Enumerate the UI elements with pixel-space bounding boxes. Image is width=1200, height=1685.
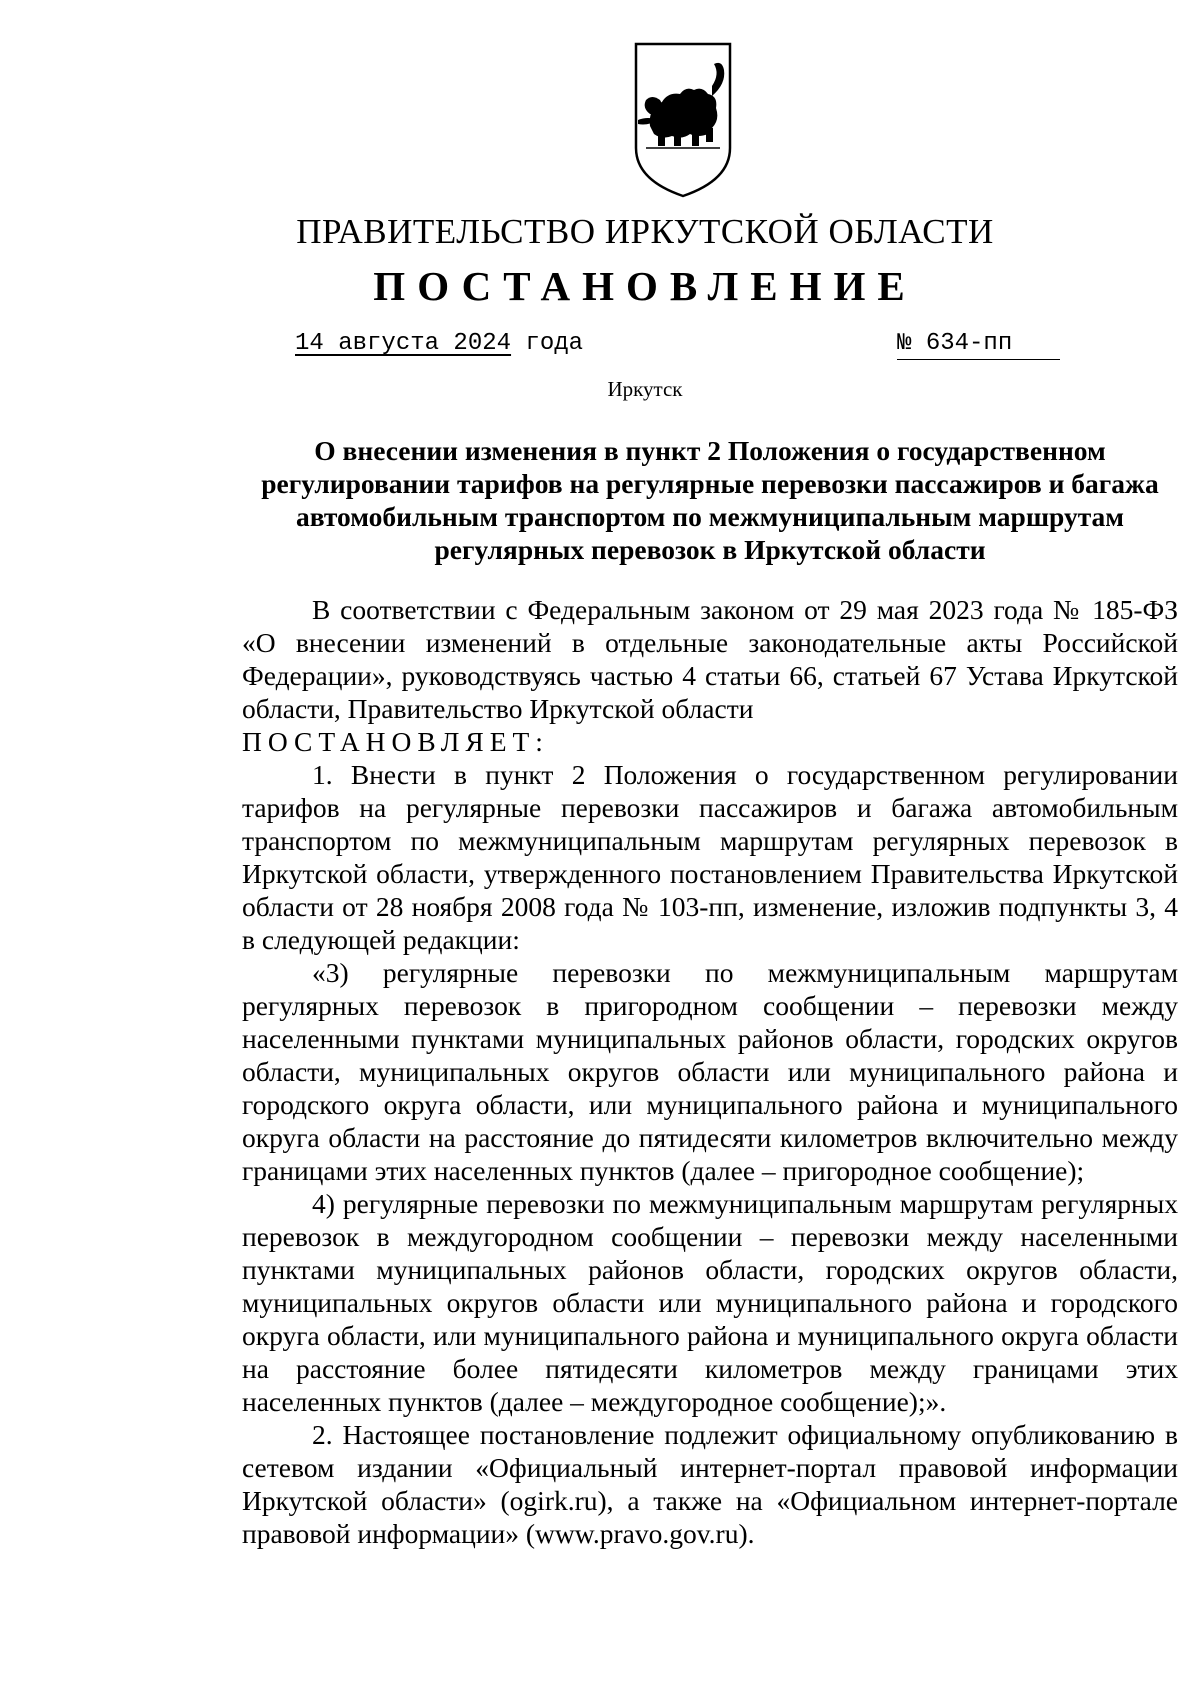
- item-1: 1. Внести в пункт 2 Положения о государственном регулировании тарифов на регулярные перевозки пассажиров и багажа автомобильным транспортом по межмуниципальным маршрутам регулярных перевозок в Иркутской области, утвержденного постановлением Правительства Иркутской области от 28 ноября 2008 года № 103-пп, изменение, изложив подпункты 3, 4 в следующей редакции:: [242, 759, 1178, 955]
- document-date: [295, 330, 583, 357]
- date-value: 14 августа 2024: [295, 330, 512, 357]
- decree-word: ПОСТАНОВЛЯЕТ:: [242, 726, 549, 757]
- document-type: ПОСТАНОВЛЕНИЕ: [373, 263, 917, 309]
- government-title: ПРАВИТЕЛЬСТВО ИРКУТСКОЙ ОБЛАСТИ: [296, 212, 994, 251]
- city: Иркутск: [607, 377, 683, 401]
- coat-of-arms-emblem: [628, 30, 738, 200]
- subitem-4: 4) регулярные перевозки по межмуниципальным маршрутам регулярных перевозок в междугородном сообщении – перевозки между населенными пунктами муниципальных районов области, городских округов области, муниципальных округов области или муниципального района и городского округа области, или муниципального района и муниципального округа области на расстояние более пятидесяти километров между границами этих населенных пунктов (далее – междугородное сообщение);».: [242, 1188, 1178, 1417]
- number-sign: №: [897, 330, 926, 357]
- number-value: 634-пп: [925, 330, 1013, 357]
- document-number: [897, 330, 1060, 360]
- document-heading: О внесении изменения в пункт 2 Положения о государственном регулировании тарифов на регулярные перевозки пассажиров и багажа автомобильным транспортом по межмуниципальным маршрутам регулярных перевозок в Иркутской области: [261, 435, 1159, 565]
- item-2: 2. Настоящее постановление подлежит официальному опубликованию в сетевом издании «Официальный интернет-портал правовой информации Иркутской области» (ogirk.ru), а также на «Официальном интернет-портале правовой информации» (www.pravo.gov.ru).: [242, 1419, 1178, 1549]
- document-body: [242, 593, 1178, 1550]
- date-suffix: года: [511, 330, 584, 357]
- preamble: В соответствии с Федеральным законом от 29 мая 2023 года № 185-ФЗ «О внесении изменений в отдельные законодательные акты Российской Федерации», руководствуясь частью 4 статьи 66, статьей 67 Устава Иркутской области, Правительство Иркутской области: [242, 594, 1178, 724]
- subitem-3: «3) регулярные перевозки по межмуниципальным маршрутам регулярных перевозок в пригородном сообщении – перевозки между населенными пунктами муниципальных районов области, городских округов области, муниципальных округов области или муниципального района и городского округа области, или муниципального района и муниципального округа области на расстояние до пятидесяти километров включительно между границами этих населенных пунктов (далее – пригородное сообщение);: [242, 957, 1178, 1186]
